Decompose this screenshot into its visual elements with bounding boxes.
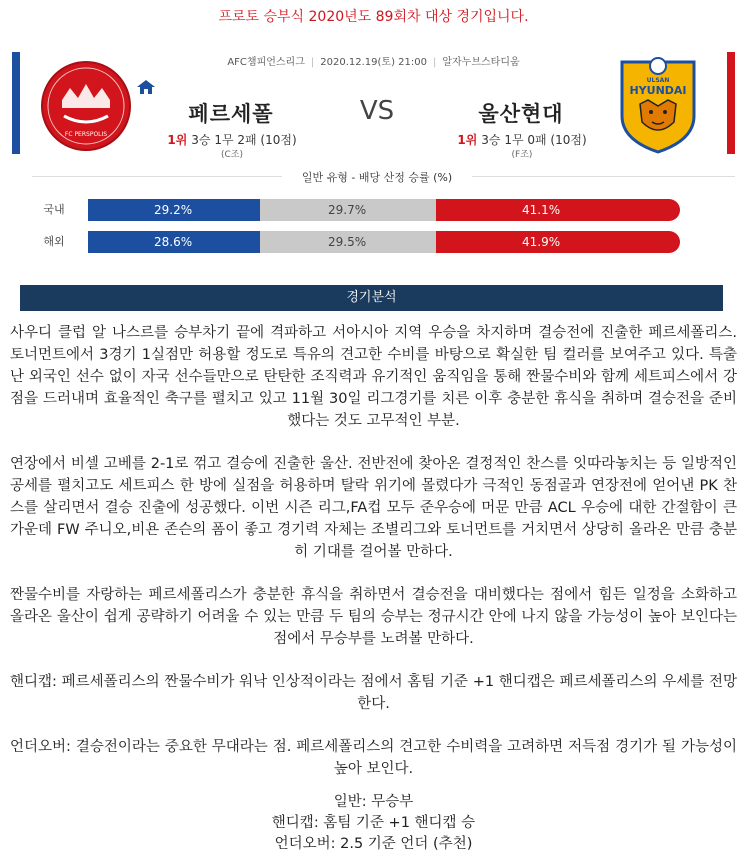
ulsan-hyundai-logo: [618, 56, 698, 154]
odds-title: 일반 유형 - 배당 산정 승률 (%): [282, 169, 472, 185]
summary-line-underover: 언더오버: 2.5 기준 언더 (추천): [274, 836, 473, 852]
home-team-record-text: 3승 1무 2패 (10점): [191, 133, 297, 147]
match-datetime: 2020.12.19(토) 21:00: [320, 57, 427, 68]
summary-line-general: 일반: 무승부: [333, 794, 414, 810]
ulsan-logo-text-top: ULSAN: [646, 77, 670, 84]
match-venue: 알자누브스타디움: [442, 57, 520, 68]
odds-row-domestic: [20, 199, 723, 221]
analysis-paragraph: 사우디 클럽 알 나스르를 승부차기 끝에 격파하고 서아시아 지역 우승을 차지하며 결승전에 진출한 페르세폴리스. 토너먼트에서 3경기 1실점만 허용할 정도로 특유의 견고한 수비를 바탕으로 확실한 팀 컬러를 보여주고 있다. 특출난 외국인 선수 없이 자국 선수들만으로 탄탄한 조직력과 유기적인 움직임을 통해 짠물수비와 함께 세트피스에서 강점을 드러내며 효율적인 축구를 펼치고 있고 11월 30일 리그경기를 치른 이후 충분한 휴식을 취하며 결승전을 준비했다는 것도 고무적인 부분.: [10, 325, 737, 429]
home-team-record: [142, 131, 322, 148]
odds-row-overseas: [20, 231, 723, 253]
analysis-paragraph: 연장에서 비셀 고베를 2-1로 꺾고 결승에 진출한 울산. 전반전에 찾아온 결정적인 찬스를 잇따라놓치는 등 일방적인 공세를 펼치고도 세트피스 한 방에 실점을 허용하며 탈락 위기에 몰렸다가 극적인 동점골과 연장전에 얻어낸 PK 찬스를 살리면서 결승 진출에 성공했다. 이번 시즌 리그,FA컵 모두 준우승에 머문 만큼 ACL 우승에 대한 간절함이 큰 가운데 FW 주니오,비욘 존슨의 폼이 좋고 경기력 자체는 조별리그와 토너먼트를 거치면서 상당히 올라온 만큼 충분히 기대를 걸어볼 만하다.: [10, 456, 737, 560]
odds-row-label: 국내: [43, 203, 65, 216]
away-team-rank: 1위: [457, 133, 478, 147]
match-info-line: AFC챔피언스리그 | 2020.12.19(토) 21:00 | 알자누브스타디움: [227, 57, 520, 68]
analysis-body: [10, 322, 737, 801]
analysis-paragraph: 짠물수비를 자랑하는 페르세폴리스가 충분한 휴식을 취하면서 결승전을 대비했다는 점에서 힘든 일정을 소화하고 올라온 울산이 쉽게 공략하기 어려울 수 있는 만큼 두 팀의 승부는 정규시간 안에 나지 않을 가능성이 높아 보인다는 점에서 무승부를 노려볼 만하다.: [10, 587, 737, 647]
odds-row-label: 해외: [43, 235, 65, 248]
away-team-record: [432, 131, 612, 148]
persepolis-logo-text: FC PERSPOLIS: [64, 131, 108, 138]
home-team-rank: 1위: [167, 133, 188, 147]
vs-label: VS: [359, 96, 395, 126]
league-name: AFC챔피언스리그: [227, 57, 305, 68]
odds-draw-bar: 29.5%: [260, 231, 436, 253]
home-team-name: 페르세폴: [188, 102, 274, 126]
analysis-paragraph: 언더오버: 결승전이라는 중요한 무대라는 점. 페르세폴리스의 견고한 수비력을 고려하면 저득점 경기가 될 가능성이 높아 보인다.: [10, 739, 737, 777]
away-team-name: 울산현대: [478, 102, 564, 126]
odds-win-bar: 28.6%: [88, 231, 260, 253]
ulsan-logo-text-main: HYUNDAI: [629, 84, 687, 97]
home-team-group: (C조): [220, 150, 243, 160]
away-team-group: (F조): [511, 150, 533, 160]
page-title: 프로토 승부식 2020년도 89회차 대상 경기입니다.: [218, 9, 529, 25]
match-card: [12, 46, 735, 186]
analysis-paragraph: 핸디캡: 페르세폴리스의 짠물수비가 워낙 인상적이라는 점에서 홈팀 기준 +1 핸디캡은 페르세폴리스의 우세를 전망한다.: [10, 674, 737, 712]
prediction-summary: [0, 792, 747, 855]
home-icon: [137, 80, 155, 94]
odds-win-bar: 29.2%: [88, 199, 260, 221]
odds-draw-bar: 29.7%: [260, 199, 436, 221]
odds-lose-bar: 41.9%: [436, 231, 680, 253]
summary-line-handicap: 핸디캡: 홈팀 기준 +1 핸디캡 승: [271, 815, 476, 831]
away-team-record-text: 3승 1무 0패 (10점): [481, 133, 587, 147]
odds-lose-bar: 41.1%: [436, 199, 680, 221]
analysis-section-header: 경기분석: [20, 285, 723, 311]
persepolis-logo: [40, 60, 132, 152]
